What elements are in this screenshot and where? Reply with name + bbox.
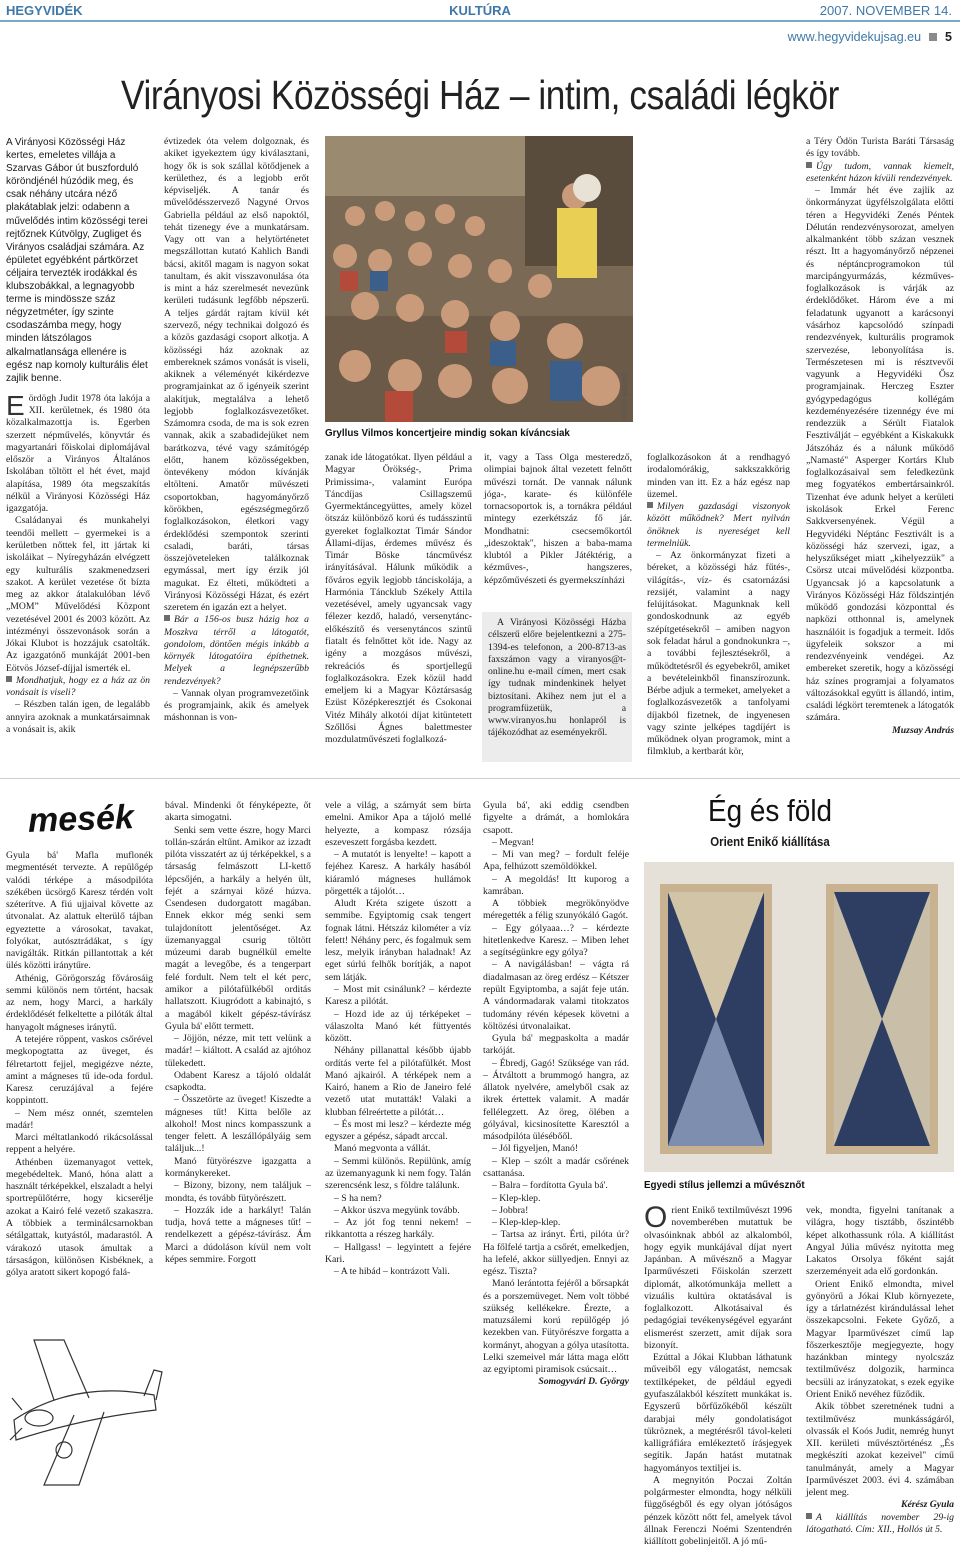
- story-paragraph: – És most mi lesz? – kérdezte még egyszer a gépész, sápadt arccal.: [325, 1118, 471, 1143]
- exhibit-paragraph: A megnyitón Poczai Zoltán polgármester elmondta, hogy nélküli függőségből és egy olyan jótóságos pénzek között nőtt fel, amelyek távol állnak Ferenczi Noémi Szentendrén kiállított gobelinjeitől. A jó mű-: [644, 1474, 792, 1548]
- article-paragraph: – Vannak olyan programvezetőink és programjaink, akik és amelyek máshonnan is von-: [164, 687, 309, 724]
- article-title: Virányosi Közösségi Ház – intim, családi légkör: [121, 72, 839, 118]
- exhibit-subtitle: Orient Enikő kiállítása: [710, 834, 830, 849]
- story-paragraph: – Jól figyeljen, Manó!: [492, 1143, 579, 1155]
- contact-box: [482, 612, 632, 762]
- photo-credit: FOTÓ: BÁLINT: [622, 372, 629, 420]
- article-signature: Muzsay András: [892, 724, 954, 736]
- story-paragraph: – Hallgass! – legyintett a fejére Kari.: [325, 1241, 471, 1265]
- story-paragraph: Odabent Karesz a tájoló oldalát csapkodta.: [165, 1069, 311, 1094]
- story-paragraph: – Most mit csinálunk? – kérdezte Karesz a pilótát.: [325, 983, 471, 1008]
- story-paragraph: – A mutatót is lenyelte! – kapott a fejéhez Karesz. A harkály hasából kiáramló mágneses hullámok pörgették a tájolót…: [325, 849, 471, 897]
- exhibit-photo-caption: Egyedi stílus jellemzi a művésznőt: [644, 1180, 805, 1191]
- story-paragraph: Gyula bá', aki eddig csendben figyelte a drámát, a homlokára csapott.: [483, 800, 629, 836]
- exhibit-column-2: [806, 1205, 954, 1535]
- story-paragraph: A tetejére röppent, vaskos csőrével megkopogtatta az üveget, és félretartott fejjel, megigézve nézte, amint a mágneses tű ide-oda fordul. Karesz ceruzájával a fejére koppintott.: [6, 1033, 153, 1107]
- story-paragraph: – A megoldás! Itt kuporog a kamrában.: [483, 873, 629, 897]
- interview-question: Bár a 156-os busz házig hoz a Moszkva térről a látogatót, gondolom, döntően mégis inkább a környék látogatóira építhetnek. Melyek a legnépszerűbb rendezvények?: [164, 614, 309, 687]
- story-paragraph: – Összetörte az üveget! Kiszedte a mágneses tűt! Kitta belőle az alkohol! Most nincs kompasszunk a tenger felett. A leszállópályáig sem találjuk...!: [165, 1094, 311, 1155]
- photo-caption: Gryllus Vilmos koncertjeire mindig sokan kíváncsiak: [325, 428, 570, 439]
- exhibit-paragraph: rient Enikő textilművészt 1996 novemberében mutattuk be olvasóinknak abból az alkalomból, hogy egyik munkájával díjat nyert Japánban. A művésznő a Magyar Iparművészeti Főiskolán szerzett diplomát, alkotómunkája mellett a vizuális kultúra oktatásával is foglalkozott. Alkotásaival és pedagógiai tevékenységével egyaránt elismerést szerzett, amit díjak sora bizonyít.: [644, 1205, 792, 1351]
- story-column-3: [325, 800, 471, 1380]
- category-name: KULTÚRA: [449, 3, 511, 18]
- exhibit-title: Ég és föld: [707, 793, 833, 828]
- story-paragraph: – Klep – szólt a madár csőrének csattanása.: [483, 1155, 629, 1179]
- textile-artworks-illustration: [644, 862, 954, 1172]
- page-number: 5: [945, 30, 952, 44]
- article-paragraph: a Téry Ödön Turista Baráti Társaság és így tovább.: [806, 136, 954, 160]
- exhibit-paragraph: Akik többet szeretnének tudni a textilművész munkásságáról, olvassák el Koós Judit, nemrég hunyt XII. kerületi művésztörténész „És megkészíti azokat kezeivel" című tanulmányát, amely a Magyar Iparművészet 2003. évi 4. számában jelent meg.: [806, 1401, 954, 1499]
- contact-box-text: A Virányosi Közösségi Házba célszerű előre bejelentkezni a 275-1394-es telefonon, a 200-8713-as faxszámon vagy a viranyos@t-online.hu e-mail címen, mert csak így tudnak mindenkinek helyet biztosítani. Akihez nem jut el a programfüzetük, a www.viranyos.hu honlapról is tájékozódhat az eseményekről.: [488, 617, 626, 739]
- article-column-3: [325, 452, 472, 762]
- story-paragraph: – A te hibád – kontrázott Vali.: [334, 1266, 450, 1278]
- story-paragraph: Gyula bá' megpaskolta a madár tarkóját.: [483, 1033, 629, 1057]
- article-lead: A Virányosi Közösségi Ház kertes, emeletes villája a Szarvas Gábor út buszforduló köröndjénél húzódik meg, és csak néhány utcára néző plakátablak jelzi: odabenn a művelődés intim közösségi terei rejtőznek Kútvölgy, Zugliget és Virányos családjai számára. Az épületet egyébként pártkörzet céljaira tervezték irodákkal és klubszobákkal, a legnagyobb terme is mindössze száz négyzetméter, így szinte csodaszámba megy, hogy minden látszólagos alkalmatlansága ellenére is egész nap komoly kulturális élet zajlik benne.: [6, 137, 148, 384]
- article-paragraph: – Immár hét éve zajlik az önkormányzat ügyfélszolgálata előtti téren a Hegyvidéki Zenés Péntek Délután rendezvénysorozat, amelyen alkalmanként több százan vesznek részt. Itt a hagyományőrző népzenei és néptáncprogramokon túl marcipángyurmázás, kézműves-foglalkozások is várják az érdeklődőket. Három éve a mi feladatunk ugyanott a karácsonyi vásárhoz kapcsolódó színpadi rendezvények, kulturális programok szervezése, lebonyolítása is. Természetesen mi is résztvevői vagyunk a Hegyvidéki Ősz programjainak. Herczeg Eszter gyógypedagógus kollégám kezdeményezésére tizennégy éve mi rendezzük a Sérült Fiatalok Fesztiválját – egyébként a Kiskakukk Játszóház és a nálunk működő „Namasté" Asperger Kortárs Klub foglalkozásaival sem feledkezünk meg fogyatékos embertársainkról. Tizenhat éve adunk helyet a kerületi iskolások Erkel Ferenc Sakkversenyének. Végül a Hegyvidéki Néptánc Fesztivált is a közösségi ház szervezi, igaz, a helyszűkséget miatt „kihelyezzük" a Csörsz utcai művelődési központba. Ugyancsak jó a kapcsolatunk a Virányos Közösségi Ház földszintjén működő gondozási központtal és napközi otthonnal is, amelynek használóit is fogadjuk a termeit. Idős ügyfeleik sokszor a mi rendezvényeink vendégei. Az embereket szeretik, hogy a közösségi ház színes programjai a folyamatos változásokkal együtt is állandó, intim, családi légkört teremtenek a látogatók számára.: [806, 185, 954, 724]
- story-paragraph: – Semmi különös. Repülünk, amíg az üzemanyagunk ki nem fogy. Talán szerencsénk lesz, s földre találunk.: [325, 1155, 471, 1192]
- story-paragraph: vele a világ, a szárnyát sem bírta emelni. Amikor Apa a tájoló mellé helyezte, a kompasz rózsája eszeveszett forgásba kezdett.: [325, 800, 471, 848]
- article-paragraph: foglalkozásokon át a rendhagyó irodalomórákig, sakkszakkörig minden van itt. Ez a ház egész nap üzemel.: [647, 452, 790, 500]
- story-paragraph: – Hozd ide az új térképeket – válaszolta Manó két füttyentés között.: [325, 1008, 471, 1045]
- story-paragraph: Gyula bá' Mafla muflonék megmentését tervezte. A repülőgép valódi térképe a másodpilóta székében ücsörgő Karesz térdén volt széterítve. A fiú ujjaival követte az útvonalat. Az alattuk elterülő tájban egyeztette a városokat, tavakat, folyókat, autósztrádákat, s így navigálták. Ritkán pillantottak a két ülés közötti iránytűre.: [6, 850, 153, 972]
- article-column-6: [806, 136, 954, 770]
- story-paragraph: Senki sem vette észre, hogy Marci tollán-szárán eltűnt. Amikor az izzadt pilóta visszatért az új térképekkel, s a társaság felmászott LI-kettő lépcsőjén, a harkály a helyén ült, fejét a szárnyai közé húzva. Csendesen dudorgatott magában. Ennek ekkor még senki sem tulajdonított jelentőséget. Az üzemanyaggal csurig töltött múzeumi darab bugnélkül emelte magát a levegőbe, és a tengerpart felé fordult. Nem telt el két perc, amikor a pilótafülkéből orditás hallatszott. Kiugródott a kabinajtó, s a magából kikelt gépész-távírász Gyula bá' előtt termett.: [165, 824, 311, 1032]
- exhibit-photo: [644, 862, 954, 1172]
- interview-question: Milyen gazdasági viszonyok között működnek? Mert nyilván önöknek is nyereséget kell termelniük.: [647, 501, 790, 549]
- story-paragraph: – Jöjjön, nézze, mit tett velünk a madár! – kiáltott. A család az ajtóhoz tülekedett.: [165, 1033, 311, 1069]
- story-paragraph: – Az jót fog tenni nekem! – rikkantotta a részeg harkály.: [325, 1217, 471, 1241]
- story-paragraph: – Balra – fordította Gyula bá'.: [492, 1180, 608, 1192]
- story-paragraph: – Mi van meg? – fordult feléje Apa, felhúzott szemöldökkel.: [483, 849, 629, 873]
- article-paragraph: it, vagy a Tass Olga mesteredző, olimpiai bajnok által vezetett felnőtt művészi tornát. De vannak nálunk jóga-, karate- és különféle tornacsoportok is, a tornákra például mintegy ezerkétszáz fő jár. Mondhatni: csecsemőkortól „ideszoktak", hiszen a baba-mama klubtól a Pikler Játéktérig, a kézműves-, hangszeres, képzőművészeti és gyermekszínházi: [484, 452, 632, 586]
- story-paragraph: – Bizony, bizony, nem találjuk – mondta, és tovább fütyörészett.: [165, 1180, 311, 1204]
- story-paragraph: Manó fütyörészve igazgatta a kormánykereket.: [165, 1155, 311, 1179]
- exhibit-note: A kiállítás november 29-ig látogatható. Cím: XII., Hollós út 5.: [806, 1511, 954, 1535]
- airplane-sketch-illustration: [4, 1300, 164, 1495]
- story-paragraph: Aludt Kréta szigete úszott a semmibe. Egyiptomig csak tengert fognak látni. Hétszáz kilométer a víz felett! Néhány perc, és fogalmuk sem lesz, melyik irányban haladnak! Az eget súrlú felhők borítják, a napot sem látják.: [325, 898, 471, 983]
- story-column-1: [6, 850, 153, 1279]
- story-paragraph: – Megvan!: [492, 836, 535, 848]
- story-paragraph: – A navigálásban! – vágta rá diadalmasan az öreg erdész – Kétszer repült Egyiptomba, a saját feje után. A vándormadarak valami titokzatos tudomány révén képesek követni a költözési útvonalaikat.: [483, 959, 629, 1032]
- section-name: HEGYVIDÉK: [6, 3, 83, 18]
- story-paragraph: bával. Mindenki őt fényképezte, őt akarta simogatni.: [165, 800, 311, 824]
- article-column-2: [164, 136, 309, 762]
- article-column-1: [6, 136, 150, 762]
- story-paragraph: – Jobbra!: [492, 1204, 529, 1216]
- story-column-2: [165, 800, 311, 1360]
- section-divider: [0, 778, 960, 779]
- story-paragraph: – Tartsa az irányt. Érti, pilóta úr? Ha főlfelé tartja a csőrét, emelkedjen, ha lefelé, akkor süllyedjen. Ennyi az egész. Tiszta?: [483, 1229, 629, 1278]
- article-paragraph: – Az önkormányzat fizeti a béreket, a közösségi ház fűtés-, világítás-, víz- és csatornázási rezsijét, valamint a nagy felújításokat. Magunknak kell gondoskodnunk az egyéb szépítgetésekről – amiben nagyon sok feladat hárul a gondnokunkra –, a további fejlesztésekről, a működtetésről és egyebekről, amiket a bevételeinkből finanszírozunk. Bérbe adjuk a termeket, amelyeket a foglalkozásvezetők a tanfolyami díjakból fizetnek, de ingyenesen vagy szinte jelképes tagdíjért is működnek olyan programok, mint a filmklub, a kertbarát kör,: [647, 550, 790, 758]
- site-url[interactable]: www.hegyvidekujsag.eu: [787, 30, 922, 44]
- article-column-5: [647, 452, 790, 762]
- exhibit-paragraph: vek, mondta, figyelni tanítanak a világra, hogy tisztább, őszintébb képet alkothassunk róla. A kiállítást Angyal Júlia művész nyitotta meg Lakatos Orsolya főként saját szerzeményeit ada elő gordonkán.: [806, 1205, 954, 1278]
- story-paragraph: Athénben üzemanyagot vettek, megebédeltek. Manó, hóna alatt a használt térképekkel, elszaladt a helyi sportrepülőtérre, hogy kicserélje azokat a Kairó felé vezető szakaszra. A többiek a terminálcsarnokban sétálgattak, kutyástól, madarastól. A várakozó utasok ámultak a társaságon, különösen Kisbéknek, a gólya aratott sikert kopogó falá-: [6, 1156, 153, 1279]
- article-paragraph: évtizedek óta velem dolgoznak, és akiket igyekeztem úgy kiválasztani, hogy ők is sok szállal kötődjenek a kerülethez, és a legjobb erőt képviseljék. A tanár és művelődésszervező Nagyné Orvos Gabriella például az első napoktól, tehát tizenegy éve a munkatársam. Vagy ott van a helytörténetet megszállottan kutató Kahlich Bandi bácsi, akitől magam is nagyon sokat tanultam, és akit visszavonulása óta is mint a ház szerelmesét nevezünk kerületi tudásunk legfőbb népszerű. A teljes gárdát rajtam kívül két szervező, négy technikai dolgozó és a közös gazdasági csoport alkotja. A közösségi ház azoknak az embereknek számos vonását is viseli, akiknek a véleményét kikérdezve programjainkat az ő igényeik szerint alakítjuk, megtalálva a lehető legjobb foglalkozásvezetőket. Számomra csoda, de ma is sok ezren vannak, akik a szabadidejüket nem barátkozva, tévé vagy számítógép előtt, hanem közösségekben, öntevékeny módon kívánják eltölteni. Amatőr művészeti csoportokban, hagyományőrző körökben, egészségmegőrző foglalkozásokon, életkori vagy érdeklődési szempontok szerinti csaladi, baráti, társas összejöveteleken találkoznak egymással, mert így érzik jól magukat. Ez élteti, működteti a Virányosi Közösségi Házat, és ezért szeretem én igazán ezt a helyet.: [164, 136, 310, 614]
- story-paragraph: – S ha nem?: [334, 1192, 382, 1204]
- story-paragraph: A többiek megrökönyödve méregették a félig szunyókáló Gagót.: [483, 898, 629, 922]
- issue-date: 2007. NOVEMBER 14.: [819, 3, 952, 18]
- interview-question: Mondhatjuk, hogy ez a ház az ön vonásait is viseli?: [6, 674, 150, 699]
- story-paragraph: – Egy gólyaaa…? – kérdezte hitetlenkedve Karesz. – Miben lehet a segítségünkre egy gólya?: [483, 922, 629, 959]
- story-paragraph: – Klep-klep-klep.: [492, 1217, 561, 1229]
- exhibit-column-1: [644, 1201, 792, 1548]
- story-paragraph: – Nem mész onnét, szemtelen madár!: [6, 1107, 153, 1131]
- photo-illustration: [325, 136, 633, 422]
- dropcap-letter: E: [6, 389, 25, 421]
- concert-photo: [325, 136, 633, 422]
- header-url-row: [788, 30, 952, 44]
- article-paragraph: ördögh Judit 1978 óta lakója a XII. kerületnek, és 1980 óta közalkalmazottja is. Egerben szerzett népművelés, könyvtár és magyartanári főiskolai diplomájával először a Virányos Általános Iskolában töltött el hét évet, majd alapítása, 1989 óta megszakítás nélkül a Virányosi Közösségi Ház igazgatója.: [6, 392, 150, 515]
- story-title: mesék: [27, 798, 135, 840]
- exhibit-signature: Kérész Gyula: [900, 1499, 954, 1511]
- story-paragraph: Néhány pillanattal később újabb ordítás verte fel a pilótafülkét. Most Manó ajkairól. A térképek nem a Kairó, hanem a Rio de Janeiro felé vezető utat mutatták! Valaki a klubban félreértette a pilótát…: [325, 1045, 471, 1118]
- exhibit-paragraph: Ezúttal a Jókai Klubban láthatunk műveiből egy válogatást, nemcsak textilképeket, de például egyedi gyufaszálakból készített munkákat is. Egyszerű bőrfűzőkéből készült darabjai mély gondolatiságot tükröznek, a megtérésről távol-keleti kalligráfiára emlékeztető írásjegyek segítik. Japán hatást mutatnak hagyományos textiljei is.: [644, 1352, 792, 1474]
- article-paragraph: – Részben talán igen, de legalább annyira azoknak a munkatársaimnak a vonásait is, akik: [6, 699, 150, 735]
- story-paragraph: Marci méltatlankodó rikácsolással reppent a helyére.: [6, 1132, 153, 1156]
- story-signature: Somogyvári D. György: [538, 1376, 629, 1388]
- article-paragraph: zanak ide látogatókat. Ilyen például a Magyar Örökség-, Prima Primissima-, valamint Európa Táncdíjas Csillagszemű Gyermektáncegyüttes, amely közel ötszáz különböző korú és tudásszintű gyereket foglalkoztat Timár Sándor Állami-díjas, érdemes művész és Timár Böske táncművész irányításával. Hálunk működik a főváros egyik legjobb tánciskolája, a Harmónia Táncklub Székely Attila vezetésével, amely ugyancsak vagy félezer kezdő, haladó, versenytánc-előkészítő és versenytáncos szintű fiatalt és felnőttet köt ide. Nagy az igény a mozgásos művészi, rekreációs és sportjellegű foglalkozásokra. Ezek közül hadd emeljem ki a Magyar Köztársaság Ezüst Középkeresztjét és Csokonai Vitéz Mihály alkotói díjat kitüntetett Szőllősi Ágnes balettmester mozdulatművészeti foglalkozá-: [325, 452, 472, 746]
- square-bullet-icon: [929, 33, 937, 41]
- story-paragraph: Manó megvonta a vállát.: [334, 1143, 431, 1155]
- story-paragraph: – Hozzák ide a harkályt! Talán tudja, hová tette a mágneses tűt! – rendelkezett a gépész-távírász. Ám Marci a dúdoláson kívül nem volt képes semmire. Forgott: [165, 1204, 311, 1265]
- exhibit-paragraph: Orient Enikő elmondta, mivel gyönyörű a Jókai Klub környezete, így a tárlatnézést kirándulással lehet összekapcsolni. Fekete Győző, a Magyar Iparművészet című lap főszerkesztője megjegyezte, hogy hazánkban mintegy nyolcszáz textilművész dolgozik, harminca becsüli az irányzatokat, s ezek egyike Orient Enikő nevéhez fűződik.: [806, 1278, 954, 1400]
- article-column-4: [484, 452, 632, 612]
- page-header: [0, 0, 960, 22]
- story-paragraph: Manó lerántotta fejéről a bőrsapkát és a porszemüveget. Nem volt többé szükség kellékekre. Érezte, a matuzsálemi korú repülőgép jó kezekben van. Fütyörészve forgatta a kormányt, ahogyan a gólya utasította. Lelki szemeivel már látta maga előtt az egyiptomi piramisok csúcsait…: [483, 1278, 629, 1376]
- story-paragraph: – Ébredj, Gagó! Szüksége van rád. – Átváltott a brummogó hangra, az állatok nyelvére, amelyből csak az ikrek értettek valamit. A madár fellélegzett. Az öreg, ölében a gólyával, kicsinosítette Karesztól a másodpilóta ülésébőől.: [483, 1057, 629, 1143]
- story-paragraph: – Klep-klep.: [492, 1192, 541, 1204]
- article-paragraph: Családanyai és munkahelyi teendői mellett – gyermekei is a kerületben nőttek fel, itt jártak ki iskoláikat – Nyíregyházán elvégzett egy kulturális szakmenedzseri szakot. A kerület vezetése őt bízta meg az akkor átalakulóban lévő „MOM” Művelődési Központ vezetésével 2001 és 2003 között. Az intézményi összevonások során a Jókai Klubot is hozzájuk csatolták. Az igazgatónő munkáját 2001-ben Eötvös József-díjjal ismerték el.: [6, 515, 150, 674]
- dropcap-letter: O: [644, 1201, 668, 1234]
- story-paragraph: – Akkor úszva megyünk tovább.: [334, 1204, 460, 1216]
- story-column-4: [483, 800, 629, 1490]
- interview-question: Úgy tudom, vannak kiemelt, esetenként házon kívüli rendezvények.: [806, 160, 954, 184]
- story-paragraph: Athénig, Görögország fővárosáig semmi különös nem történt, hacsak az nem, hogy Marci, a harkály érdeklődését felkeltette a pilóták által hanyagolt mágneses iránytű.: [6, 972, 153, 1033]
